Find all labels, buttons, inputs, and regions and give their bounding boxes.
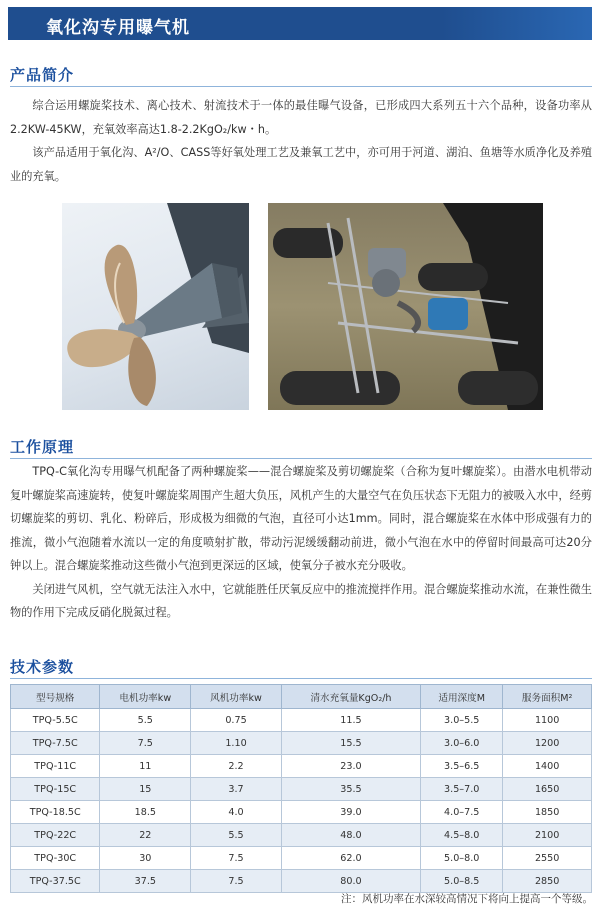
table-cell: 5.0–8.0 <box>421 847 503 870</box>
table-cell: 2850 <box>503 870 592 893</box>
table-row <box>11 847 592 870</box>
table-cell: 4.0–7.5 <box>421 801 503 824</box>
table-cell: TPQ-15C <box>11 778 100 801</box>
intro-paragraph-2: 该产品适用于氧化沟、A²/O、CASS等好氧处理工艺及兼氧工艺中，亦可用于河道、湖泊、鱼塘等水质净化及养殖业的充氧。 <box>10 146 592 183</box>
table-cell: 18.5 <box>100 801 191 824</box>
table-cell: 4.5–8.0 <box>421 824 503 847</box>
intro-divider <box>10 86 592 87</box>
principle-divider <box>10 458 592 459</box>
table-cell: 30 <box>100 847 191 870</box>
table-cell: 5.5 <box>191 824 282 847</box>
intro-paragraph-1: 综合运用螺旋桨技术、离心技术、射流技术于一体的最佳曝气设备，已形成四大系列五十六个品种，设备功率从2.2KW-45KW，充氧效率高达1.8-2.2KgO₂/kw・h。 <box>10 99 592 136</box>
table-cell: TPQ-5.5C <box>11 709 100 732</box>
table-cell: 7.5 <box>100 732 191 755</box>
table-cell: 3.5–6.5 <box>421 755 503 778</box>
table-cell: TPQ-18.5C <box>11 801 100 824</box>
specs-divider <box>10 678 592 679</box>
column-header: 型号规格 <box>11 685 100 709</box>
propeller-photo <box>62 203 249 410</box>
table-cell: 39.0 <box>281 801 420 824</box>
table-cell: 5.0–8.5 <box>421 870 503 893</box>
column-header: 清水充氧量KgO₂/h <box>281 685 420 709</box>
table-cell: 1200 <box>503 732 592 755</box>
table-cell: 3.7 <box>191 778 282 801</box>
table-cell: 3.5–7.0 <box>421 778 503 801</box>
table-row <box>11 755 592 778</box>
banner-stripe <box>442 7 592 40</box>
principle-paragraph-1: TPQ-C氧化沟专用曝气机配备了两种螺旋桨——混合螺旋桨及剪切螺旋桨（合称为复叶螺旋桨）。由潜水电机带动复叶螺旋桨高速旋转，使复叶螺旋桨周围产生超大负压，风机产生的大量空气在负压状态下无阻力的被吸入水中，经剪切螺旋桨的剪切、乳化、粉碎后，形成极为细微的气泡，直径可小达1mm。同时，混合螺旋桨在水体中形成强有力的推流，微小气泡随着水流以一定的角度喷射扩散，带动污泥缓缓翻动前进，微小气泡在水中的停留时间最高可达20分钟以上。混合螺旋桨推动这些微小气泡到更深远的区域，使氧分子被水充分吸收。 <box>10 465 592 572</box>
table-cell: TPQ-22C <box>11 824 100 847</box>
table-cell: TPQ-30C <box>11 847 100 870</box>
table-cell: 2550 <box>503 847 592 870</box>
table-cell: TPQ-11C <box>11 755 100 778</box>
intro-text <box>10 94 592 188</box>
column-header: 适用深度M <box>421 685 503 709</box>
page-title: 氧化沟专用曝气机 <box>46 18 190 38</box>
table-cell: 0.75 <box>191 709 282 732</box>
table-row <box>11 709 592 732</box>
principle-text <box>10 460 592 625</box>
table-cell: 1850 <box>503 801 592 824</box>
table-cell: 1100 <box>503 709 592 732</box>
header-banner <box>8 7 592 40</box>
table-cell: 7.5 <box>191 847 282 870</box>
table-row <box>11 801 592 824</box>
column-header: 电机功率kw <box>100 685 191 709</box>
table-cell: 5.5 <box>100 709 191 732</box>
table-cell: 35.5 <box>281 778 420 801</box>
table-cell: 11 <box>100 755 191 778</box>
table-cell: 1.10 <box>191 732 282 755</box>
table-cell: 4.0 <box>191 801 282 824</box>
table-cell: 15.5 <box>281 732 420 755</box>
column-header: 服务面积M² <box>503 685 592 709</box>
table-cell: 3.0–5.5 <box>421 709 503 732</box>
table-row <box>11 870 592 893</box>
table-cell: 48.0 <box>281 824 420 847</box>
table-cell: 62.0 <box>281 847 420 870</box>
table-cell: 37.5 <box>100 870 191 893</box>
specs-table <box>10 684 592 893</box>
table-row <box>11 732 592 755</box>
table-cell: TPQ-7.5C <box>11 732 100 755</box>
principle-paragraph-2: 关闭进气风机，空气就无法注入水中，它就能胜任厌氧反应中的推流搅拌作用。混合螺旋桨推动水流，在兼性微生物的作用下完成反硝化脱氮过程。 <box>10 582 592 619</box>
specs-heading: 技术参数 <box>10 658 75 676</box>
table-cell: 7.5 <box>191 870 282 893</box>
table-cell: 2.2 <box>191 755 282 778</box>
intro-heading: 产品简介 <box>10 66 75 84</box>
table-cell: 11.5 <box>281 709 420 732</box>
principle-heading: 工作原理 <box>10 438 75 456</box>
column-header: 风机功率kw <box>191 685 282 709</box>
table-cell: 1650 <box>503 778 592 801</box>
table-cell: 23.0 <box>281 755 420 778</box>
table-cell: 1400 <box>503 755 592 778</box>
table-cell: 3.0–6.0 <box>421 732 503 755</box>
table-cell: 80.0 <box>281 870 420 893</box>
specs-footnote: 注：风机功率在水深较高情况下将向上提高一个等级。 <box>341 893 593 905</box>
table-cell: TPQ-37.5C <box>11 870 100 893</box>
table-row <box>11 824 592 847</box>
table-row <box>11 778 592 801</box>
table-cell: 22 <box>100 824 191 847</box>
aerator-installation-photo <box>268 203 543 410</box>
table-cell: 15 <box>100 778 191 801</box>
specs-header-row <box>11 685 592 709</box>
table-cell: 2100 <box>503 824 592 847</box>
